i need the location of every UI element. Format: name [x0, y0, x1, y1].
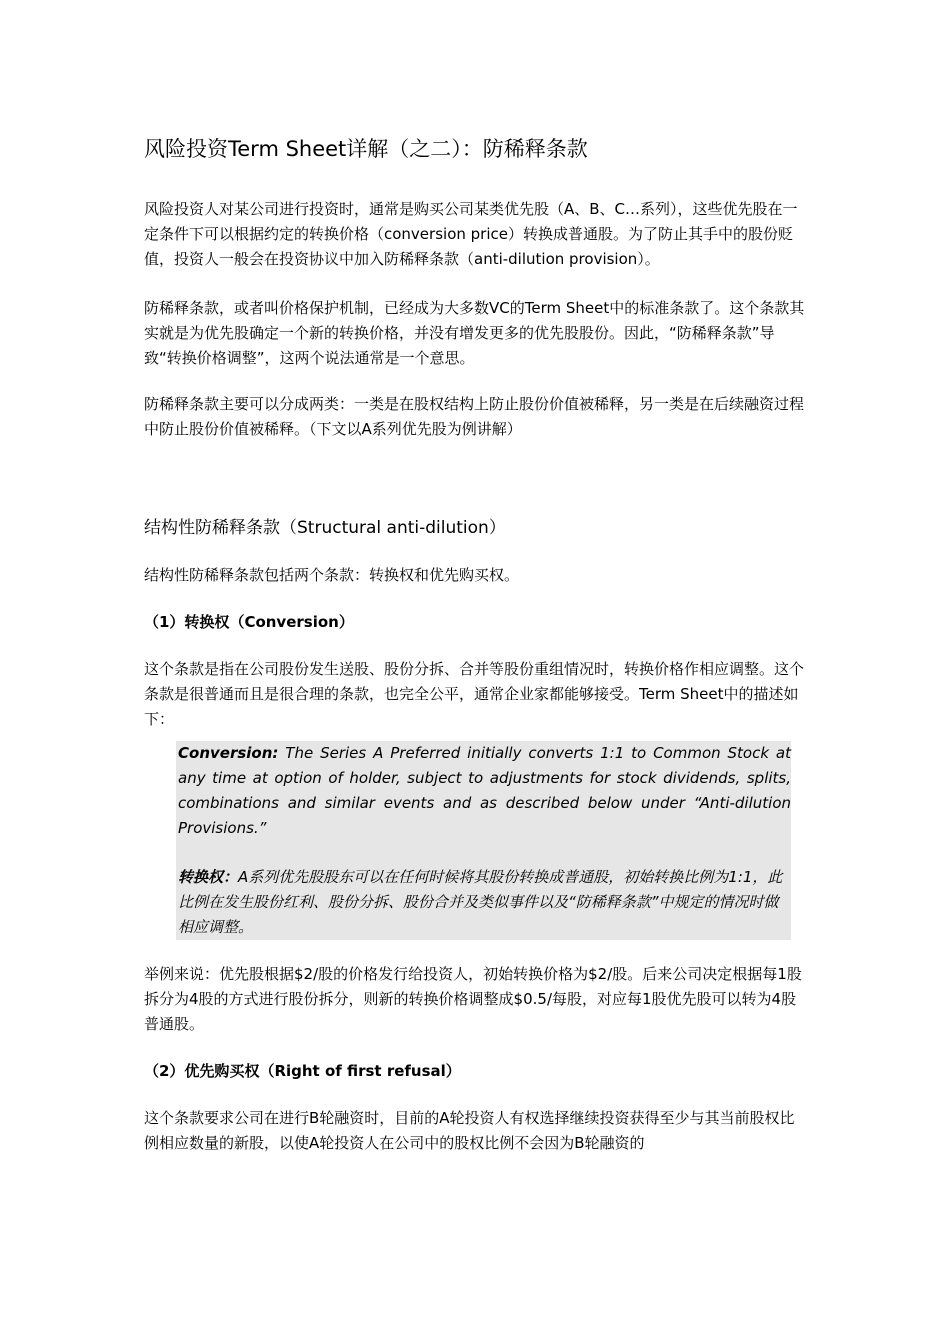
conversion-description: 这个条款是指在公司股份发生送股、股份分拆、合并等股份重组情况时，转换价格作相应调整。这个条款是很普通而且是很合理的条款，也完全公平，通常企业家都能够接受。Term Sheet中的描述如下： [144, 660, 805, 728]
intro-paragraph-2: 防稀释条款，或者叫价格保护机制，已经成为大多数VC的Term Sheet中的标准条款了。这个条款其实就是为优先股确定一个新的转换价格，并没有增发更多的优先股股份。因此，“防稀释条款”导致“转换价格调整”，这两个说法通常是一个意思。 [144, 299, 805, 367]
intro-paragraph-1: 风险投资人对某公司进行投资时，通常是购买公司某类优先股（A、B、C…系列），这些优先股在一定条件下可以根据约定的转换价格（conversion price）转换成普通股。为了防止其手中的股份贬值，投资人一般会在投资协议中加入防稀释条款（anti-dilution provision）。 [144, 200, 798, 268]
quote-chinese-label: 转换权： [178, 868, 239, 886]
quote-english-text: The Series A Preferred initially converts 1:1 to Common Stock at any time at option of holder, subject to adjustments for stock dividends, splits, combinations and similar events and as described below under “Anti-dilution Provisions.” [178, 744, 791, 837]
rofr-description: 这个条款要求公司在进行B轮融资时，目前的A轮投资人有权选择继续投资获得至少与其当前股权比例相应数量的新股，以使A轮投资人在公司中的股权比例不会因为B轮融资的 [144, 1109, 795, 1152]
conversion-example: 举例来说：优先股根据$2/股的价格发行给投资人，初始转换价格为$2/股。后来公司决定根据每1股拆分为4股的方式进行股份拆分，则新的转换价格调整成$0.5/每股，对应每1股优先股可以转为4股普通股。 [144, 965, 802, 1033]
term-sheet-quote [176, 741, 791, 940]
quote-english [178, 741, 791, 841]
quote-chinese-text: A系列优先股股东可以在任何时候将其股份转换成普通股，初始转换比例为1:1，此比例在发生股份红利、股份分拆、股份合并及类似事件以及“防稀释条款”中规定的情况时做相应调整。 [178, 868, 783, 936]
subheading-conversion: （1）转换权（Conversion） [144, 613, 354, 631]
quote-chinese [178, 865, 791, 940]
document-body [144, 134, 808, 1156]
structural-summary: 结构性防稀释条款包括两个条款：转换权和优先购买权。 [144, 566, 520, 584]
quote-english-label: Conversion: [178, 744, 279, 762]
section-heading-structural: 结构性防稀释条款（Structural anti-dilution） [144, 518, 506, 538]
subheading-rofr: （2）优先购买权（Right of first refusal） [144, 1062, 461, 1080]
document-title: 风险投资Term Sheet详解（之二）：防稀释条款 [144, 137, 588, 161]
intro-paragraph-3: 防稀释条款主要可以分成两类：一类是在股权结构上防止股份价值被稀释，另一类是在后续融资过程中防止股份价值被稀释。（下文以A系列优先股为例讲解） [144, 395, 805, 438]
